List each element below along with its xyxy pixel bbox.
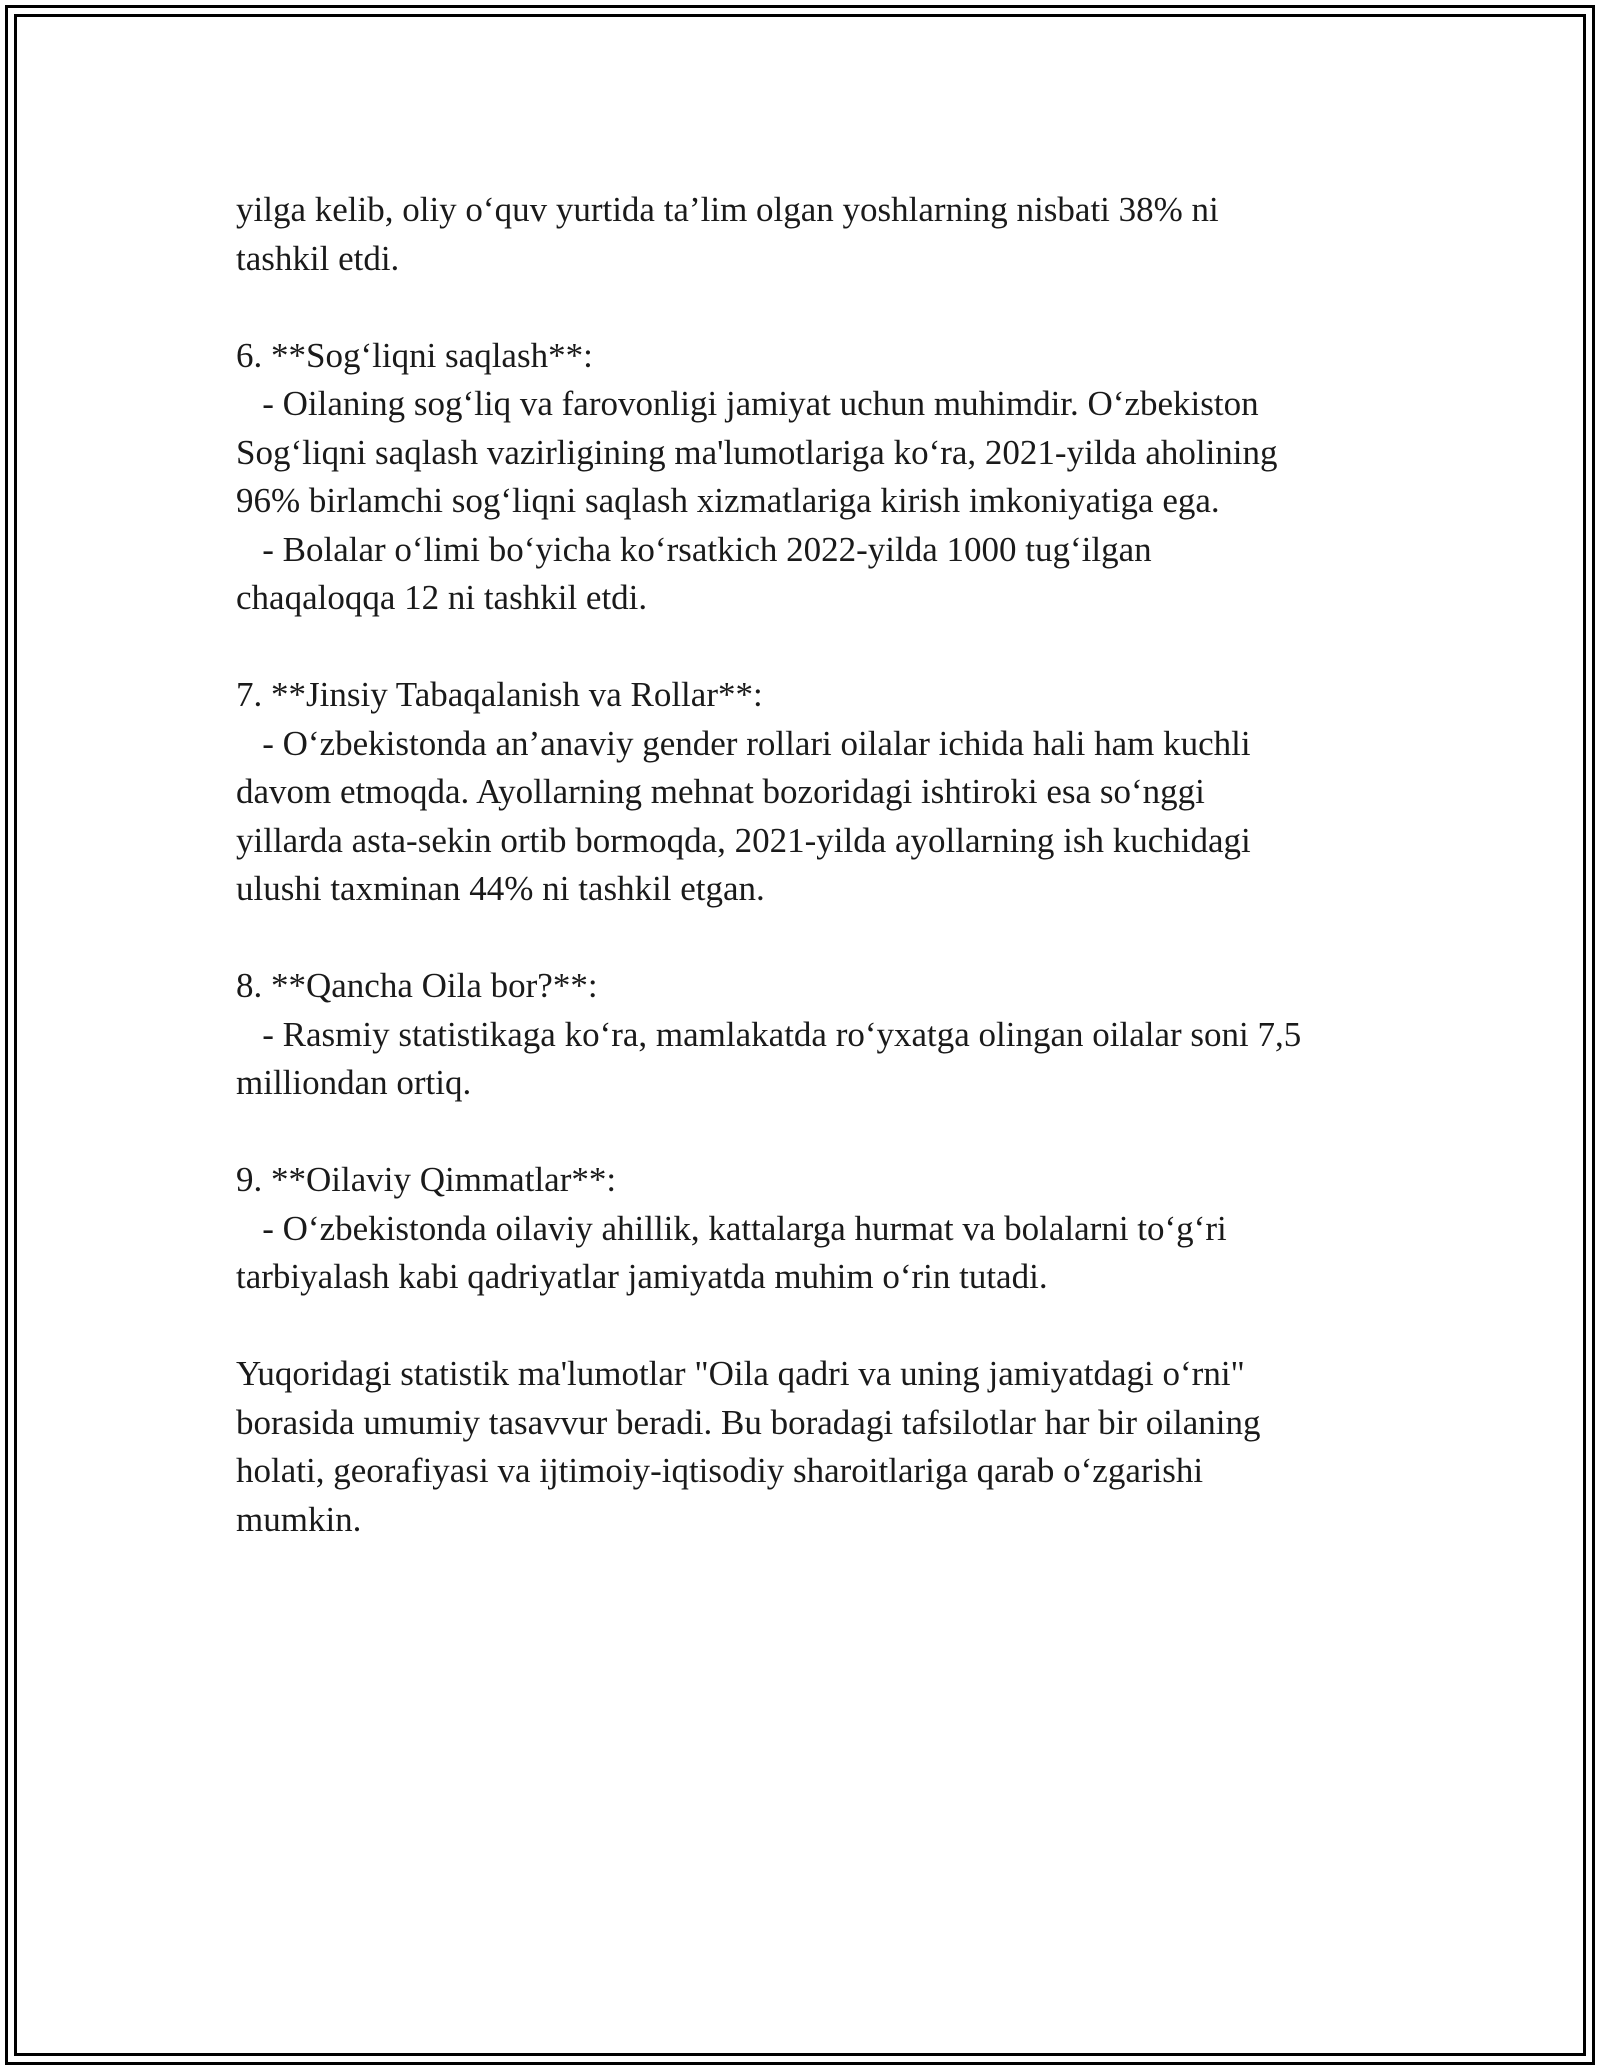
text-line: - O‘zbekistonda an’anaviy gender rollari oilalar ichida hali ham kuchli	[236, 723, 1251, 763]
paragraph-gap	[236, 283, 1386, 332]
text-line: - Bolalar o‘limi bo‘yicha ko‘rsatkich 2022-yilda 1000 tug‘ilgan	[236, 529, 1152, 569]
text-line: chaqaloqqa 12 ni tashkil etdi.	[236, 578, 648, 617]
text-line: milliondan ortiq.	[236, 1063, 472, 1102]
paragraph-gap	[236, 623, 1386, 672]
conclusion-paragraph	[236, 1350, 1386, 1544]
text-line: holati, georafiyasi va ijtimoiy-iqtisodiy sharoitlariga qarab o‘zgarishi	[236, 1451, 1204, 1490]
text-line: yilga kelib, oliy o‘quv yurtida ta’lim olgan yoshlarning nisbati 38% ni	[236, 190, 1219, 229]
text-line: - Rasmiy statistikaga ko‘ra, mamlakatda ro‘yxatga olingan oilalar soni 7,5	[236, 1014, 1302, 1054]
section-health	[236, 332, 1386, 623]
paragraph-gap	[236, 1108, 1386, 1157]
section-heading: 8. **Qancha Oila bor?**:	[236, 966, 598, 1005]
text-line: ulushi taxminan 44% ni tashkil etgan.	[236, 869, 765, 908]
text-line: davom etmoqda. Ayollarning mehnat bozoridagi ishtiroki esa so‘nggi	[236, 772, 1205, 811]
text-line: Sog‘liqni saqlash vazirligining ma'lumotlariga ko‘ra, 2021-yilda aholining	[236, 432, 1278, 472]
text-line: yillarda asta-sekin ortib bormoqda, 2021-yilda ayollarning ish kuchidagi	[236, 820, 1251, 860]
section-family-count	[236, 962, 1386, 1108]
section-heading: 6. **Sog‘liqni saqlash**:	[236, 335, 593, 375]
text-line: mumkin.	[236, 1499, 362, 1539]
document-body	[236, 186, 1386, 1544]
text-line: - Oilaning sog‘liq va farovonligi jamiyat uchun muhimdir. O‘zbekiston	[236, 384, 1259, 423]
text-line: 96% birlamchi sog‘liqni saqlash xizmatlariga kirish imkoniyatiga ega.	[236, 481, 1220, 520]
text-line: - O‘zbekistonda oilaviy ahillik, kattalarga hurmat va bolalarni to‘g‘ri	[236, 1208, 1227, 1248]
text-line: Yuqoridagi statistik ma'lumotlar "Oila qadri va uning jamiyatdagi o‘rni"	[236, 1354, 1245, 1393]
paragraph-gap	[236, 1302, 1386, 1351]
text-line: borasida umumiy tasavvur beradi. Bu boradagi tafsilotlar har bir oilaning	[236, 1402, 1261, 1442]
text-line: tashkil etdi.	[236, 238, 400, 278]
paragraph-gap	[236, 914, 1386, 963]
section-family-values	[236, 1156, 1386, 1302]
text-line: tarbiyalash kabi qadriyatlar jamiyatda muhim o‘rin tutadi.	[236, 1257, 1048, 1296]
section-heading: 7. **Jinsiy Tabaqalanish va Rollar**:	[236, 675, 763, 714]
continuation-paragraph	[236, 186, 1386, 283]
section-heading: 9. **Oilaviy Qimmatlar**:	[236, 1160, 617, 1199]
section-gender-roles	[236, 671, 1386, 914]
